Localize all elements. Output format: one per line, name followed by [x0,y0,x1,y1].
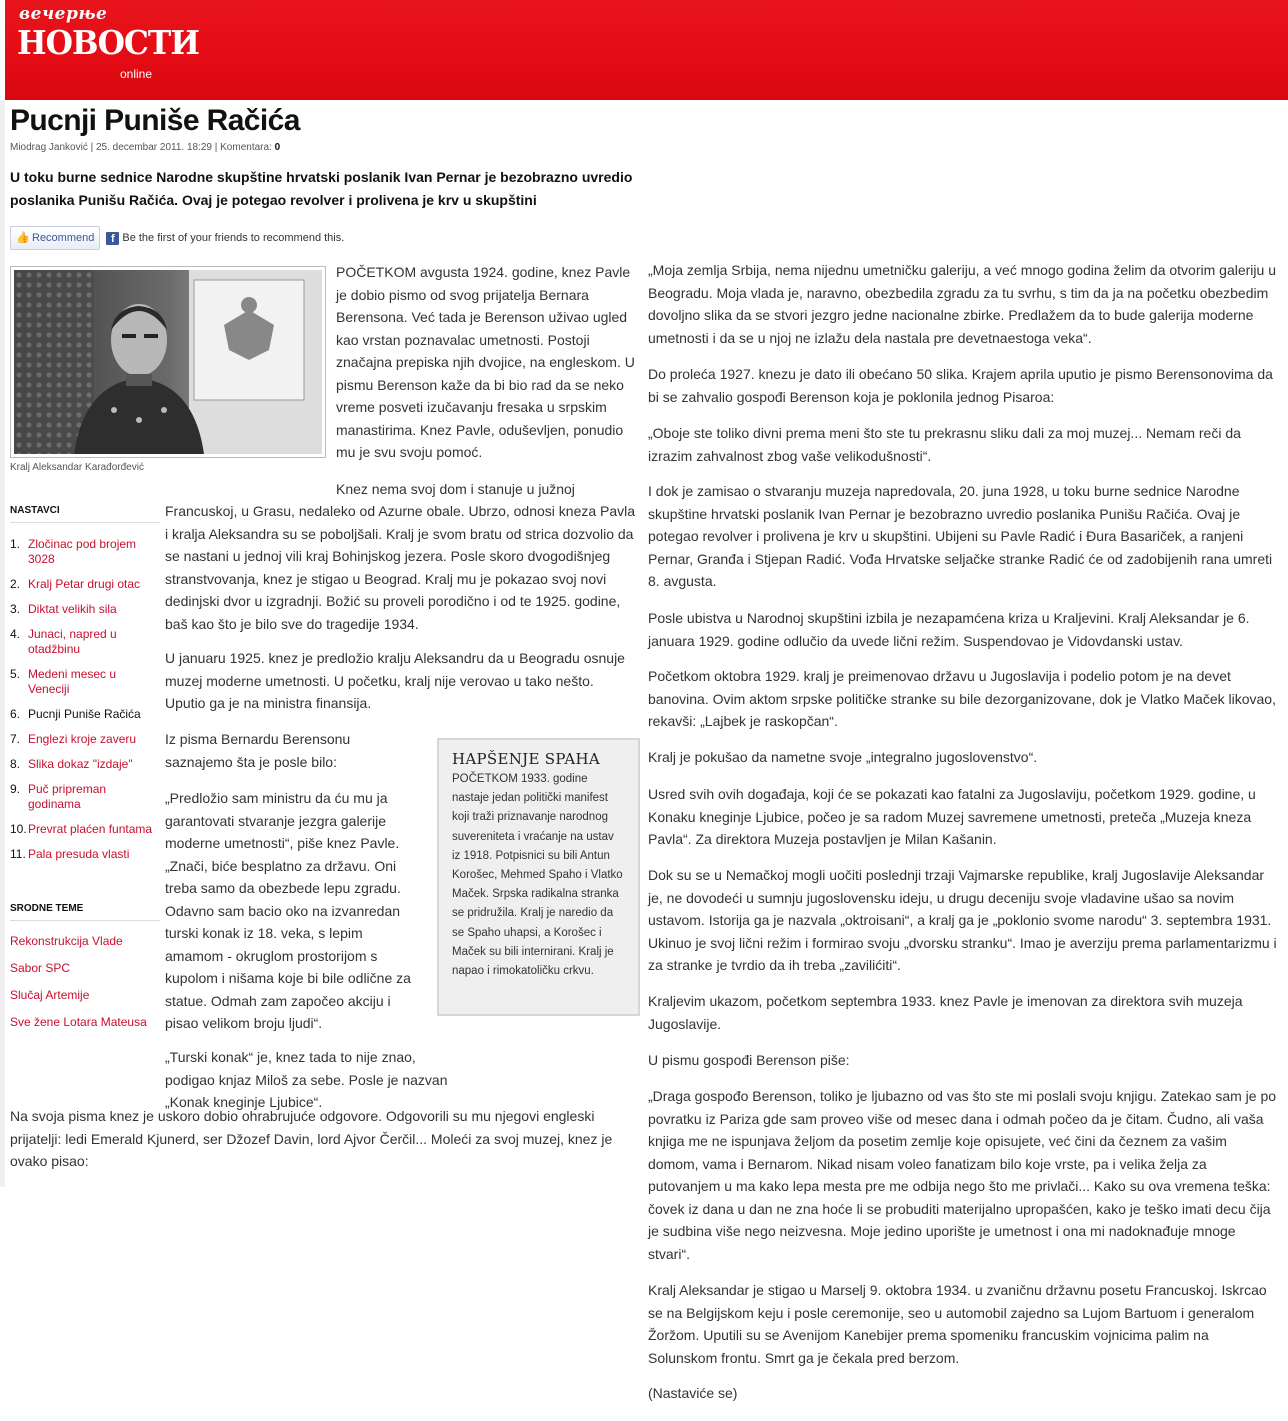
comments-count[interactable]: 0 [274,142,281,153]
right-paragraph-14: (Nastaviće se) [648,1385,738,1401]
series-item[interactable] [10,782,160,812]
body-paragraph-1: POČETKOM avgusta 1924. godine, knez Pavle je dobio pismo od svog prijatelja Bernara Berensona. Već tada je Berenson uživao ugled kao vrstan poznavalac umetnosti. Postoji značajna prepiska njih dvojice, na engleskom. U pismu Berenson kaže da bi bio rad da se neko vreme posveti izučavanju fresaka u srpskim manastirima. Knez Pavle, oduševljen, ponudio mu je svu svoju pomoć. [336,264,635,460]
right-paragraph-9: Dok su se u Nemačkoj mogli uočiti poslednji trzaji Vajmarske republike, kralj Jugoslavije Aleksandar je, ne dovodeći u sumnju jugoslovensku ideju, u drugu deceniju svoje vladavine ušao sa novim ustavom. Istorija ga je nazvala „oktroisani“, a kralj ga je „poklonio svome narodu“ 3. septembra 1931. Ukinuo je svoj lični režim i formirao svoju „dvorsku stranku“. Imao je averziju prema parlamentarizmu i za stranke je tvrdio da ih treba „zavilićiti“. [648,867,1277,973]
series-item-label[interactable]: Pala presuda vlasti [28,847,130,861]
related-topic-link[interactable]: Rekonstrukcija Vlade [10,934,123,948]
king-portrait-image [14,270,322,454]
right-paragraph-5: Posle ubistva u Narodnoj skupštini izbila je nezapamćena kriza u Kraljevini. Kralj Aleksandar je 6. januara 1929. godine odlučio da uvede lični režim. Suspendovao je Vidovdanski ustav. [648,610,1250,649]
box-title: HAPŠENJE SPAHA [452,750,601,768]
body-paragraph-2: Francuskoj, u Grasu, nedaleko od Azurne obale. Ubrzo, odnosi kneza Pavla i kralja Aleksandra su se poboljšali. Kralj je svom bratu od strica dozvolio da se nastani u jednoj vili kraj Bohinjskog jezera. Posle skoro dvogodišnjeg stranstvovanja, knez je stigao u Beograd. Kralj mu je pokazao svoj novi dedinjski dvor u izgradnji. Božić su proveli porodično i od te 1925. godine, baš kao što je bilo sve do tragedije 1934. [165,503,636,632]
logo-main-text: НОВОСТИ [17,23,199,62]
facebook-icon: f [106,232,119,245]
right-paragraph-13: Kralj Aleksandar je stigao u Marselj 9. oktobra 1934. u zvaničnu državnu posetu Francuskoj. Iskrcao se na Belgijskom keju i posle ceremonije, seo u automobil zajedno sa Lujom Bartuom i generalom Žoržom. Uputili su se Avenijom Kanebijer prema spomeniku francuskim vojnicima palim na Solunskom frontu. Smrt ga je čekala pred berzom. [648,1282,1267,1366]
recommend-label: Recommend [32,232,95,244]
series-item-number: 10. [10,822,27,836]
series-item-number: 3. [10,602,21,616]
series-item-number: 1. [10,537,21,551]
related-heading: SRODNE TEME [10,903,160,921]
series-item-number: 6. [10,707,21,721]
series-item[interactable] [10,757,160,772]
body-paragraph-6: „Turski konak“ je, knez tada to nije znao, podigao knjaz Miloš za sebe. Posle je nazvan „Konak kneginje Ljubice“. [165,1049,448,1110]
series-item-label[interactable]: Slika dokaz "izdaje" [28,757,133,771]
series-list [10,537,160,872]
series-item-number: 11. [10,847,26,861]
right-paragraph-6: Početkom oktobra 1929. kralj je preimenovao državu u Jugoslavija i podelio potom je na devet banovina. Ovim aktom srpske političke stranke su bile dezorganizovane, dok je Vlatko Maček likovao, rekavši: „Lajbek je raskopčan“. [648,668,1276,729]
related-topic-link[interactable]: Sabor SPC [10,961,71,975]
site-header [5,0,1288,100]
series-item[interactable] [10,627,160,657]
recommend-button[interactable] [10,226,100,250]
series-heading: NASTAVCI [10,505,160,523]
series-item-label[interactable]: Pucnji Puniše Račića [28,707,141,721]
related-topic-link[interactable]: Slučaj Artemije [10,988,90,1002]
series-item-label[interactable]: Medeni mesec u Veneciji [28,667,117,696]
right-paragraph-10: Kraljevim ukazom, početkom septembra 1933. knez Pavle je imenovan za direktora svih muzeja Jugoslavije. [648,993,1243,1032]
body-paragraph-3: U januaru 1925. knez je predložio kralju Aleksandru da u Beogradu osnuje muzej moderne umetnosti. U početku, kralj nije verovao u tako nešto. Uputio ga je na ministra finansija. [165,650,625,711]
body-paragraph-7: Na svoja pisma knez je uskoro dobio ohrabrujuće odgovore. Odgovorili su mu njegovi engleski prijatelji: ledi Emerald Kjunerd, ser Džozef Davin, lord Ajvor Čerčil... Moleći za svoj muzej, knez je ovako pisao: [10,1108,613,1169]
series-item-number: 5. [10,667,21,681]
sidebar-box [437,738,640,1016]
right-paragraph-7: Kralj je pokušao da nametne svoje „integralno jugoslovenstvo“. [648,749,1038,765]
right-paragraph-12: „Draga gospođo Berenson, toliko je ljubazno od vas što ste mi poslali svoju knjigu. Zatekao sam je po povratku iz Pariza gde sam proveo više od mesec dana i odmah počeo da je čitam. Čudno, ali vaša knjiga me ne ispunjava željom da posetim zemlje koje opisujete, već čini da čeznem za vašim domom, vama i Bernarom. Nikad nisam voleo fanatizam bilo koje vrste, pa i velika želja za putovanjem u ma kako lepa mesta pre me odbija nego što me privlači... Kako su ova vremena teška: čovek iz dana u dan ne zna hoće li se probuditi materijalno upropašćen, kako je teško imati decu čija je sudbina više nego neizvesna. Moje jedino uporište je umetnost i ona mi nadoknađuje mnoge stvari“. [648,1088,1277,1262]
series-item-number: 9. [10,782,21,796]
facebook-widget [10,226,344,250]
series-item-label[interactable]: Junaci, napred u otadžbinu [28,627,117,656]
photo-caption: Kralj Aleksandar Karađorđević [10,462,144,473]
series-item-label[interactable]: Zločinac pod brojem 3028 [28,537,137,566]
series-item-label[interactable]: Englezi kroje zaveru [28,732,137,746]
series-item[interactable] [10,537,160,567]
series-item[interactable] [10,822,160,837]
article-meta [10,142,280,153]
right-paragraph-11: U pismu gospođi Berenson piše: [648,1052,850,1068]
comments-label: Komentara: [220,142,272,153]
series-item[interactable] [10,602,160,617]
body-paragraph-4: Iz pisma Bernardu Berensonu saznajemo šta je posle bilo: [165,731,351,770]
related-topic-link[interactable]: Sve žene Lotara Mateusa [10,1015,147,1029]
series-item[interactable] [10,667,160,697]
series-item-number: 4. [10,627,21,641]
thumbs-up-icon: 👍 [16,232,30,244]
related-list [10,934,162,1042]
right-paragraph-1: „Moja zemlja Srbija, nema nijednu umetničku galeriju, a već mnogo godina želim da otvorim galeriju u Beogradu. Moja vlada je, naravno, obezbedila zgradu za tu svrhu, s tim da ja na početku obezbedim dovoljno slika da se stvori jezgro jedne nacionalne zbirke. Predlažem da to bude galerija moderne umetnosti i da se u njoj ne izlažu dela nastala pre devetnaestoga veka“. [648,262,1276,346]
right-paragraph-2: Do proleća 1927. knezu je dato ili obećano 50 slika. Krajem aprila uputio je pismo Berensonovima da bi se zahvalio gospođi Berenson koja je poklonila jednog Pisaroa: [648,366,1273,405]
series-item[interactable] [10,847,160,862]
right-paragraph-4: I dok je zamisao o stvaranju muzeja napredovala, 20. juna 1928, u toku burne sednice Narodne skupštine hrvatski poslanik Ivan Pernar je bezobrazno uvredio poslanika Punišu Račića. Ovaj je potegao revolver i prolivena je krv u skupštini. Ubijeni su Pavle Radić i Đura Basariček, a ranjeni Pernar, Granđa i Stjepan Radić. Vođa Hrvatske seljačke stranke Radić će od zadobijenih rana umreti 8. avgusta. [648,483,1273,589]
article-date: | 25. decembar 2011. 18:29 | [90,142,218,153]
series-item-label[interactable]: Diktat velikih sila [28,602,117,616]
facebook-social-text: Be the first of your friends to recommend this. [122,232,345,244]
right-paragraph-3: „Oboje ste toliko divni prema meni što ste tu prekrasnu sliku dali za moj muzej... Nemam reči da izrazim zahvalnost zbog vaše velikodušnosti“. [648,425,1241,464]
series-item-label[interactable]: Kralj Petar drugi otac [28,577,141,591]
logo-small-text: вечерње [19,4,108,24]
series-item-label[interactable]: Puč pripreman godinama [28,782,107,811]
article-author[interactable]: Miodrag Janković [10,142,88,153]
series-item-number: 8. [10,757,21,771]
series-item[interactable] [10,732,160,747]
left-border [0,100,5,1187]
series-item-number: 2. [10,577,21,591]
body-paragraph-5: „Predložio sam ministru da ću mu ja garantovati stvaranje jezgra galerije moderne umetnosti“, piše knez Pavle. „Znači, biće besplatno za državu. Oni treba samo da obezbede lepu zgradu. Odavno sam bacio oko na izvanredan turski konak iz 18. veka, s lepim amamom - okruglom prostorijom s kupolom i nišama koje bi bile odlične za statue. Odmah zam započeo akciju i pisao velikom broju ljudi“. [165,790,411,1031]
series-item-number: 7. [10,732,21,746]
article-lead: U toku burne sednice Narodne skupštine hrvatski poslanik Ivan Pernar je bezobrazno uvredio poslanika Punišu Račića. Ovaj je potegao revolver i prolivena je krv u skupštini [10,169,633,208]
site-logo[interactable] [17,4,209,81]
logo-online-text: online [120,67,153,81]
series-item-label[interactable]: Prevrat plaćen funtama [28,822,153,836]
box-text: POČETKOM 1933. godine nastaje jedan politički manifest koji traži priznavanje narodnog suvereniteta i vraćanje na ustav iz 1918. Potpisnici su bili Antun Korošec, Mehmed Spaho i Vlatko Maček. Srpska radikalna stranka se pridružila. Kralj je naredio da se Spaho uhapsi, a Korošec i Maček su bili internirani. Kralj je napao i rimokatoličku crkvu. [452,773,623,978]
article-title: Pucnji Puniše Račića [10,104,300,137]
right-paragraph-8: Usred svih ovih događaja, koji će se pokazati kao fatalni za Jugoslaviju, početkom 1929. godine, u Konaku kneginje Ljubice, počeo je sa radom Muzej savremene umetnosti, preteča „Muzeja kneza Pavla“. Za direktora Muzeja postavljen je Milan Kašanin. [648,786,1256,847]
series-item[interactable] [10,707,160,722]
article-photo [10,266,326,458]
series-item[interactable] [10,577,160,592]
body-paragraph-2-start: Knez nema svoj dom i stanuje u južnoj [336,481,575,497]
